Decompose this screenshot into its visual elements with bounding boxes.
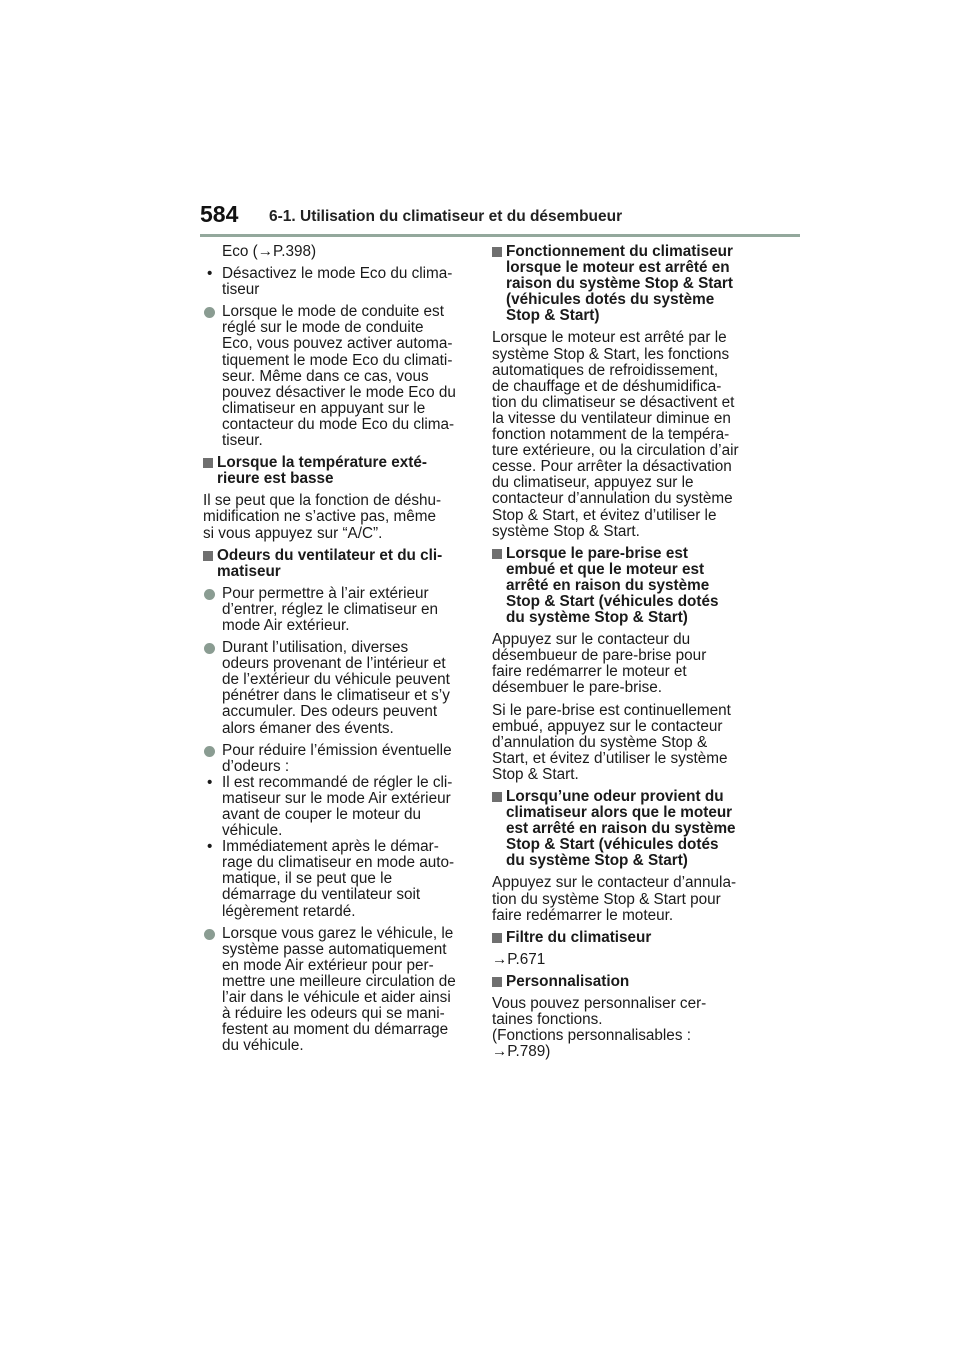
bullet-dot-icon <box>204 307 215 318</box>
text-line: matiseur <box>217 562 281 580</box>
text-line: d’annulation du système Stop & <box>492 733 708 751</box>
text-line: tiseur <box>222 281 260 299</box>
text-line: faire redémarrer le moteur. <box>492 906 674 924</box>
text-line: système Stop & Start. <box>492 522 640 540</box>
text-line: Odeurs du ventilateur et du cli- <box>217 546 443 564</box>
bullet-dot-icon <box>204 929 215 940</box>
text-line: d’odeurs : <box>222 757 290 775</box>
bullet-dot-icon <box>204 746 215 757</box>
text-line: cesse. Pour arrêter la désactivation <box>492 458 732 476</box>
text-line: Stop & Start (véhicules dotés <box>506 836 719 854</box>
text-line: (Fonctions personnalisables : <box>492 1027 691 1045</box>
text-line: embué, appuyez sur le contacteur <box>492 717 723 735</box>
text-line: midification ne s’active pas, même <box>203 508 436 526</box>
text-line: embué et que le moteur est <box>506 560 705 578</box>
square-bullet-icon <box>492 247 502 257</box>
text-line: tiseur. <box>222 432 263 450</box>
text-line: Stop & Start. <box>492 765 579 783</box>
bullet-item <box>203 640 465 737</box>
text-line: Si le pare-brise est continuellement <box>492 701 731 719</box>
text-line: accumuler. Des odeurs peuvent <box>222 703 438 721</box>
paragraph <box>492 703 754 783</box>
text-line: Désactivez le mode Eco du clima- <box>222 265 453 283</box>
text-line: Personnalisation <box>506 972 630 990</box>
text-line: réglé sur le mode de conduite <box>222 319 424 337</box>
text-line: système Stop & Start, les fonctions <box>492 345 730 363</box>
section-heading <box>203 455 465 487</box>
text-line: Lorsque le mode de conduite est <box>222 303 444 321</box>
paragraph <box>492 632 754 696</box>
bullet-item <box>203 586 465 634</box>
text-line: désembueur de pare-brise pour <box>492 647 707 665</box>
text-line: Immédiatement après le démar- <box>222 838 439 856</box>
text-line: faire redémarrer le moteur et <box>492 663 687 681</box>
text-line: lorsque le moteur est arrêté en <box>506 259 730 277</box>
dash-item <box>203 775 465 839</box>
text-line: Stop & Start) <box>506 307 600 325</box>
bullet-dot-icon <box>204 643 215 654</box>
dash-marker: • <box>207 838 213 856</box>
text-line: Filtre du climatiseur <box>506 928 652 946</box>
continued-line: Eco (→P.398) <box>222 243 317 260</box>
text-line: Lorsque vous garez le véhicule, le <box>222 924 454 942</box>
bullet-item <box>203 743 465 775</box>
text-line: mettre une meilleure circulation de <box>222 972 456 990</box>
text-line: à réduire les odeurs qui se mani- <box>222 1005 445 1023</box>
text-line: Vous pouvez personnaliser cer- <box>492 995 707 1013</box>
text-line: légèrement retardé. <box>222 902 356 920</box>
header-rule <box>200 234 800 237</box>
text-line: tion du climatiseur se désactivent et <box>492 393 735 411</box>
square-bullet-icon <box>492 792 502 802</box>
text-line: Pour réduire l’émission éventuelle <box>222 741 452 759</box>
text-line: rage du climatiseur en mode auto- <box>222 854 455 872</box>
paragraph <box>492 875 754 923</box>
text-line: climatiseur alors que le moteur <box>506 804 733 822</box>
text-line: du climatiseur, appuyez sur le <box>492 474 694 492</box>
bullet-dot-icon <box>204 589 215 600</box>
section-heading <box>492 244 754 324</box>
text-line: de l’extérieur du véhicule peuvent <box>222 671 450 689</box>
dash-marker: • <box>207 265 213 283</box>
text-line: est arrêté en raison du système <box>506 820 736 838</box>
text-line: contacteur d’annulation du système <box>492 490 733 508</box>
text-line: tion du système Stop & Start pour <box>492 890 721 908</box>
text-line: taines fonctions. <box>492 1011 603 1029</box>
text-line: en mode Air extérieur pour per- <box>222 956 434 974</box>
dash-item <box>203 839 465 919</box>
section-heading <box>492 930 754 946</box>
text-line: de chauffage et de déshumidifica- <box>492 377 722 395</box>
text-line: du système Stop & Start) <box>506 609 688 627</box>
text-line: climatiseur en appuyant sur le <box>222 399 426 417</box>
text-line: seur. Même dans ce cas, vous <box>222 367 429 385</box>
text-line: →P.789) <box>492 1043 551 1061</box>
text-line: pouvez désactiver le mode Eco du <box>222 383 456 401</box>
text-line: alors émaner des évents. <box>222 719 394 737</box>
text-line: mode Air extérieur. <box>222 616 350 634</box>
text-line: fonction notamment de la tempéra- <box>492 426 730 444</box>
text-line: Lorsque le moteur est arrêté par le <box>492 329 727 347</box>
text-line: système passe automatiquement <box>222 940 447 958</box>
text-line: du véhicule. <box>222 1037 304 1055</box>
text-line: Stop & Start, et évitez d’utiliser le <box>492 506 717 524</box>
text-line: Il est recommandé de régler le cli- <box>222 773 453 791</box>
text-line: rieure est basse <box>217 470 334 488</box>
text-line: Appuyez sur le contacteur du <box>492 631 691 649</box>
paragraph <box>492 996 754 1060</box>
text-line: →P.671 <box>492 950 546 968</box>
paragraph <box>492 952 754 968</box>
text-line: matique, il se peut que le <box>222 870 393 888</box>
text-line: désembuer le pare-brise. <box>492 679 663 697</box>
text-line: Appuyez sur le contacteur d’annula- <box>492 874 737 892</box>
text-line: la vitesse du ventilateur diminue en <box>492 409 731 427</box>
text-line: du système Stop & Start) <box>506 852 688 870</box>
text-line: Lorsqu’une odeur provient du <box>506 788 724 805</box>
text-line: automatiques de refroidissement, <box>492 361 719 379</box>
paragraph <box>492 330 754 539</box>
text-line: pénétrer dans le climatiseur et s’y <box>222 687 450 705</box>
bullet-item <box>203 926 465 1055</box>
square-bullet-icon <box>203 458 213 468</box>
square-bullet-icon <box>492 977 502 987</box>
dash-marker: • <box>207 773 213 791</box>
text-line: l’air dans le véhicule et aider ainsi <box>222 989 451 1007</box>
text-line: Lorsque le pare-brise est <box>506 544 688 562</box>
text-line: tiquement le mode Eco du climati- <box>222 351 453 369</box>
text-line: Il se peut que la fonction de déshu- <box>203 492 442 510</box>
text-line: Start, et évitez d’utiliser le système <box>492 749 728 767</box>
page-header <box>200 201 800 234</box>
section-heading <box>492 974 754 990</box>
chapter-title: 6-1. Utilisation du climatiseur et du désembueur <box>269 208 623 225</box>
section-heading <box>203 548 465 580</box>
square-bullet-icon <box>492 933 502 943</box>
section-heading <box>492 546 754 626</box>
dash-item-eco <box>203 266 465 298</box>
text-line: matiseur sur le mode Air extérieur <box>222 789 451 807</box>
text-line: avant de couper le moteur du <box>222 806 421 823</box>
text-line: Lorsque la température exté- <box>217 454 427 472</box>
text-line: Fonctionnement du climatiseur <box>506 243 733 260</box>
text-line: si vous appuyez sur “A/C”. <box>203 524 383 542</box>
text-line: odeurs provenant de l’intérieur et <box>222 655 446 673</box>
text-line: arrêté en raison du système <box>506 576 710 594</box>
text-line: festent au moment du démarrage <box>222 1021 449 1039</box>
text-line: véhicule. <box>222 822 283 840</box>
square-bullet-icon <box>203 551 213 561</box>
text-line: d’entrer, réglez le climatiseur en <box>222 600 438 618</box>
paragraph <box>203 493 465 541</box>
section-heading <box>492 789 754 869</box>
text-line: Eco, vous pouvez activer automa- <box>222 335 453 353</box>
page-number: 584 <box>200 201 239 227</box>
text-line: démarrage du ventilateur soit <box>222 886 421 904</box>
text-line: raison du système Stop & Start <box>506 275 733 293</box>
text-line: (véhicules dotés du système <box>506 291 715 309</box>
bullet-item <box>203 304 465 449</box>
text-line: Durant l’utilisation, diverses <box>222 639 409 657</box>
text-line: contacteur du mode Eco du clima- <box>222 415 455 433</box>
left-column <box>203 244 465 1060</box>
text-line: ture extérieure, ou la circulation d’air <box>492 442 739 460</box>
right-column <box>492 244 754 1066</box>
square-bullet-icon <box>492 549 502 559</box>
text-line: Pour permettre à l’air extérieur <box>222 584 429 602</box>
text-line: Stop & Start (véhicules dotés <box>506 592 719 610</box>
